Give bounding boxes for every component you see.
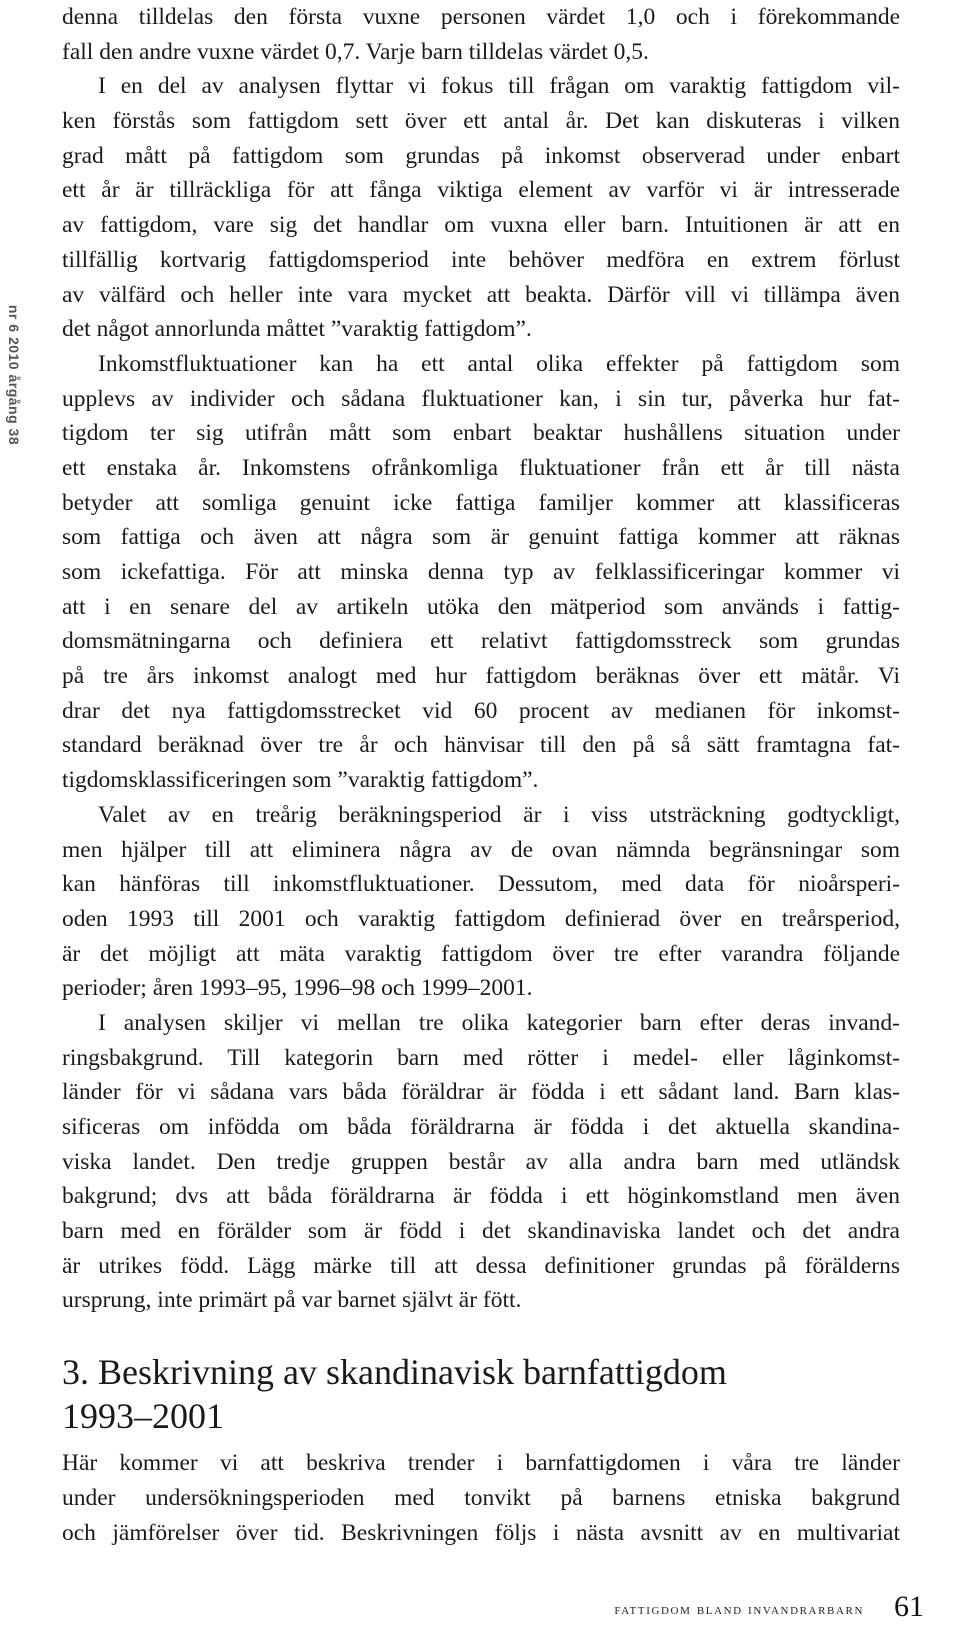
- paragraph-three-year-period: [62, 798, 900, 1006]
- heading-spacer: [62, 1438, 900, 1446]
- text-line: I analysen skiljer vi mellan tre olika kategorier barn efter deras invand-: [98, 1009, 900, 1036]
- text-line: standard beräknad över tre år och hänvisar till den på så sätt framtagna fat-: [62, 732, 900, 759]
- text-line: bakgrund; dvs att båda föräldrarna är födda i ett höginkomstland men även: [62, 1183, 900, 1210]
- text-line: drar det nya fattigdomsstrecket vid 60 procent av medianen för inkomst-: [62, 697, 900, 724]
- text-line: är det möjligt att mäta varaktig fattigdom över tre efter varandra följande: [62, 940, 900, 967]
- text-line: barn med en förälder som är född i det skandinaviska landet och det andra: [62, 1218, 900, 1245]
- paragraph-persistent-poverty: [62, 69, 900, 347]
- page-footer: [0, 1590, 960, 1626]
- text-line: som ickefattiga. För att minska denna typ av felklassificeringar kommer vi: [62, 559, 900, 585]
- text-line: ringsbakgrund. Till kategorin barn med rötter i medel- eller låginkomst-: [62, 1044, 900, 1071]
- text-line: under undersökningsperioden med tonvikt på barnens etniska bakgrund: [62, 1484, 900, 1511]
- text-line: och jämförelser över tid. Beskrivningen följs i nästa avsnitt av en multivariat: [62, 1519, 900, 1546]
- text-line: I en del av analysen flyttar vi fokus till frågan om varaktig fattigdom vil-: [98, 73, 900, 100]
- text-line: oden 1993 till 2001 och varaktig fattigdom definierad över en treårsperiod,: [62, 905, 900, 932]
- section-heading-line: 3. Beskrivning av skandinavisk barnfattigdom: [62, 1352, 727, 1393]
- section-heading: [62, 1350, 900, 1438]
- text-line: ett år är tillräckliga för att fånga viktiga element av varför vi är intresserade: [62, 177, 900, 204]
- journal-issue-label: [2, 275, 26, 475]
- paragraph-continuation: [62, 0, 900, 69]
- text-line: men hjälper till att eliminera några av de ovan nämnda begränsningar som: [62, 836, 900, 863]
- text-line: grad mått på fattigdom som grundas på inkomst observerad under enbart: [62, 142, 900, 169]
- text-line: fall den andre vuxne värdet 0,7. Varje barn tilldelas värdet 0,5.: [62, 38, 649, 65]
- text-line: av välfärd och heller inte vara mycket att beakta. Därför vill vi tillämpa även: [62, 281, 900, 308]
- paragraph-income-fluctuations: [62, 347, 900, 798]
- running-title: fattigdom bland invandrarbarn: [614, 1602, 864, 1618]
- text-line: ursprung, inte primärt på var barnet självt är fött.: [62, 1287, 522, 1314]
- text-line: av fattigdom, vare sig det handlar om vuxna eller barn. Intuitionen är att en: [62, 212, 900, 239]
- text-line: sificeras om infödda om båda föräldrarna är födda i det aktuella skandina-: [62, 1114, 900, 1140]
- text-line: viska landet. Den tredje gruppen består av alla andra barn med utländsk: [62, 1148, 900, 1175]
- text-line: länder för vi sådana vars båda föräldrar är födda i ett sådant land. Barn klas-: [62, 1079, 900, 1106]
- text-line: är utrikes född. Lägg märke till att dessa definitioner grundas på förälderns: [62, 1252, 900, 1279]
- text-line: tillfällig kortvarig fattigdomsperiod inte behöver medföra en extrem förlust: [62, 246, 900, 273]
- body-text-column: [62, 0, 900, 1550]
- paragraph-immigrant-background: [62, 1006, 900, 1318]
- page-number: 61: [894, 1590, 924, 1623]
- text-line: det något annorlunda måttet ”varaktig fattigdom”.: [62, 316, 532, 343]
- text-line: betyder att somliga genuint icke fattiga familjer kommer att klassificeras: [62, 489, 900, 516]
- text-line: tigdom ter sig utifrån mått som enbart beaktar hushållens situation under: [62, 420, 900, 447]
- text-line: ken förstås som fattigdom sett över ett antal år. Det kan diskuteras i vilken: [62, 108, 900, 135]
- text-line: ett enstaka år. Inkomstens ofrånkomliga fluktuationer från ett år till nästa: [62, 454, 900, 481]
- text-line: denna tilldelas den första vuxne personen värdet 1,0 och i förekommande: [62, 4, 900, 30]
- journal-issue-text: nr 6 2010 årgång 38: [6, 304, 22, 446]
- section-heading-line: 1993–2001: [62, 1396, 224, 1437]
- text-line: Här kommer vi att beskriva trender i barnfattigdomen i våra tre länder: [62, 1450, 900, 1477]
- text-line: domsmätningarna och definiera ett relativt fattigdomsstreck som grundas: [62, 628, 900, 655]
- section-spacer: [62, 1318, 900, 1350]
- text-line: Valet av en treårig beräkningsperiod är i viss utsträckning godtyckligt,: [98, 801, 900, 828]
- text-line: kan hänföras till inkomstfluktuationer. Dessutom, med data för nioårsperi-: [62, 871, 900, 898]
- text-line: Inkomstfluktuationer kan ha ett antal olika effekter på fattigdom som: [98, 350, 900, 377]
- text-line: perioder; åren 1993–95, 1996–98 och 1999–2001.: [62, 975, 533, 1002]
- text-line: som fattiga och även att några som är genuint fattiga kommer att räknas: [62, 524, 900, 551]
- text-line: att i en senare del av artikeln utöka den mätperiod som används i fattig-: [62, 593, 900, 620]
- text-line: på tre års inkomst analogt med hur fattigdom beräknas över ett mätår. Vi: [62, 663, 900, 690]
- text-line: tigdomsklassificeringen som ”varaktig fattigdom”.: [62, 767, 539, 794]
- text-line: upplevs av individer och sådana fluktuationer kan, i sin tur, påverka hur fat-: [62, 385, 900, 412]
- paragraph-section-intro: [62, 1446, 900, 1550]
